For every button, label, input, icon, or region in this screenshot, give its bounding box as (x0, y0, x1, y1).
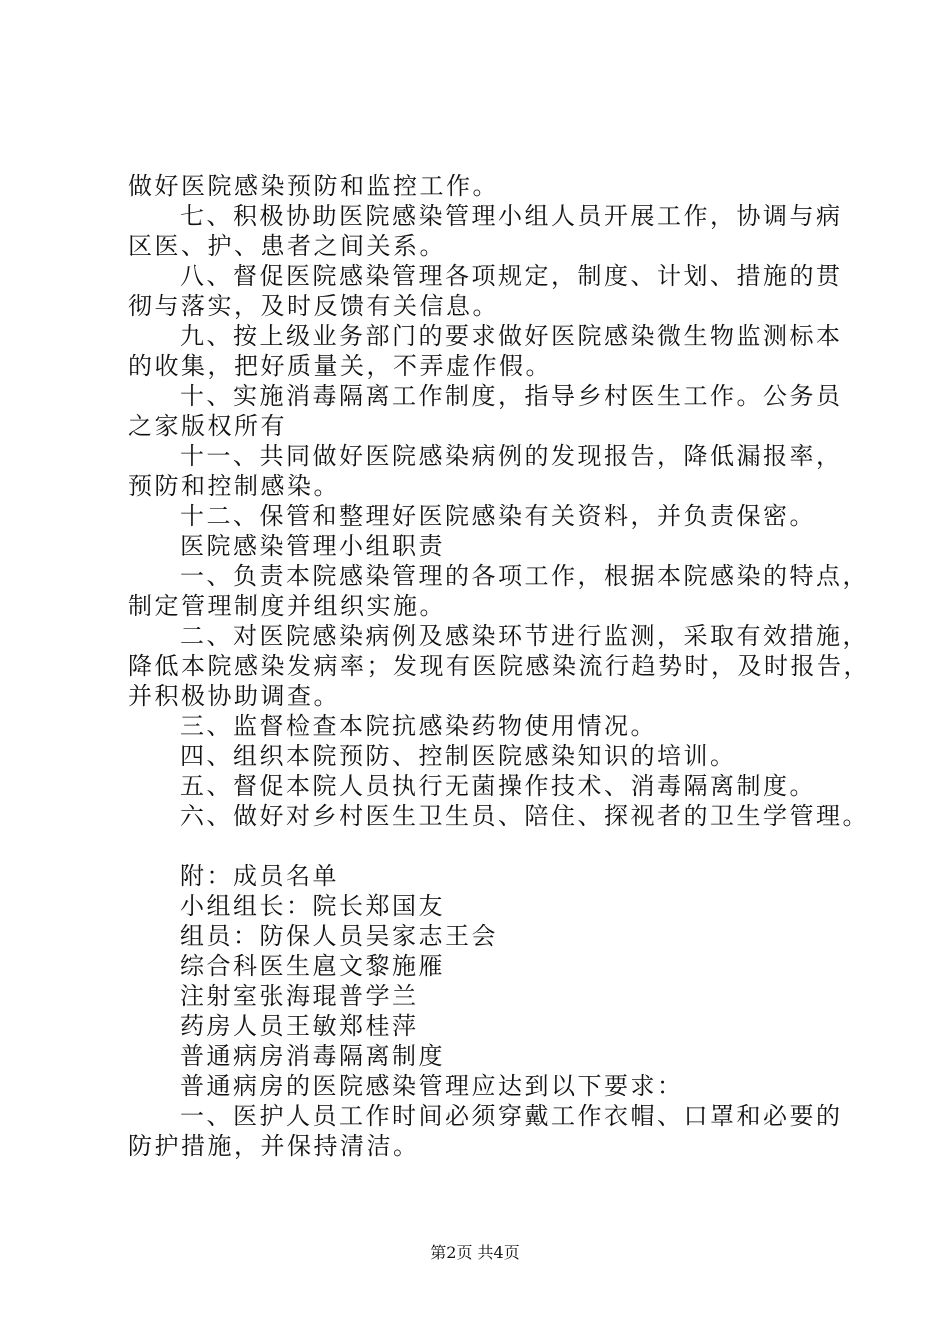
text-line: 普通病房的医院感染管理应达到以下要求： (180, 1072, 684, 1100)
member-row: 组员：防保人员吴家志王会 (180, 922, 498, 950)
paragraph-item-8: 八、督促医院感染管理各项规定，制度、计划、措施的贯 (180, 262, 843, 290)
member-row: 药房人员王敏郑桂萍 (180, 1012, 419, 1040)
paragraph-item-11: 十一、共同做好医院感染病例的发现报告，降低漏报率， (180, 442, 843, 470)
duty-item-5: 五、督促本院人员执行无菌操作技术、消毒隔离制度。 (180, 772, 816, 800)
text-line: 制定管理制度并组织实施。 (128, 592, 446, 620)
text-line: 彻与落实，及时反馈有关信息。 (128, 292, 499, 320)
duty-item-6: 六、做好对乡村医生卫生员、陪住、探视者的卫生学管理。 (180, 802, 869, 830)
paragraph-item-10: 十、实施消毒隔离工作制度，指导乡村医生工作。公务员 (180, 382, 843, 410)
text-line: 之家版权所有 (128, 412, 287, 440)
duty-item-3: 三、监督检查本院抗感染药物使用情况。 (180, 712, 657, 740)
paragraph-item-12: 十二、保管和整理好医院感染有关资料，并负责保密。 (180, 502, 816, 530)
duty-item-2: 二、对医院感染病例及感染环节进行监测，采取有效措施， (180, 622, 869, 650)
text-line: 做好医院感染预防和监控工作。 (128, 172, 499, 200)
page-number-footer: 第2页 共4页 (430, 1243, 520, 1262)
text-line: 并积极协助调查。 (128, 682, 340, 710)
duty-item-1: 一、负责本院感染管理的各项工作，根据本院感染的特点， (180, 562, 869, 590)
section-heading: 普通病房消毒隔离制度 (180, 1042, 445, 1070)
text-line: 预防和控制感染。 (128, 472, 340, 500)
paragraph-item-7: 七、积极协助医院感染管理小组人员开展工作，协调与病 (180, 202, 843, 230)
member-list-title: 附：成员名单 (180, 862, 339, 890)
member-leader: 小组组长：院长郑国友 (180, 892, 445, 920)
text-line: 防护措施，并保持清洁。 (128, 1132, 420, 1160)
member-row: 综合科医生扈文黎施雁 (180, 952, 445, 980)
paragraph-item-9: 九、按上级业务部门的要求做好医院感染微生物监测标本 (180, 322, 843, 350)
text-line: 区医、护、患者之间关系。 (128, 232, 446, 260)
duty-item-4: 四、组织本院预防、控制医院感染知识的培训。 (180, 742, 737, 770)
blank-line (128, 831, 840, 861)
section-heading: 医院感染管理小组职责 (180, 532, 445, 560)
text-line: 的收集，把好质量关，不弄虚作假。 (128, 352, 552, 380)
member-row: 注射室张海琨普学兰 (180, 982, 419, 1010)
document-body (128, 171, 870, 1161)
requirement-item-1: 一、医护人员工作时间必须穿戴工作衣帽、口罩和必要的 (180, 1102, 843, 1130)
text-line: 降低本院感染发病率；发现有医院感染流行趋势时，及时报告， (128, 652, 870, 680)
